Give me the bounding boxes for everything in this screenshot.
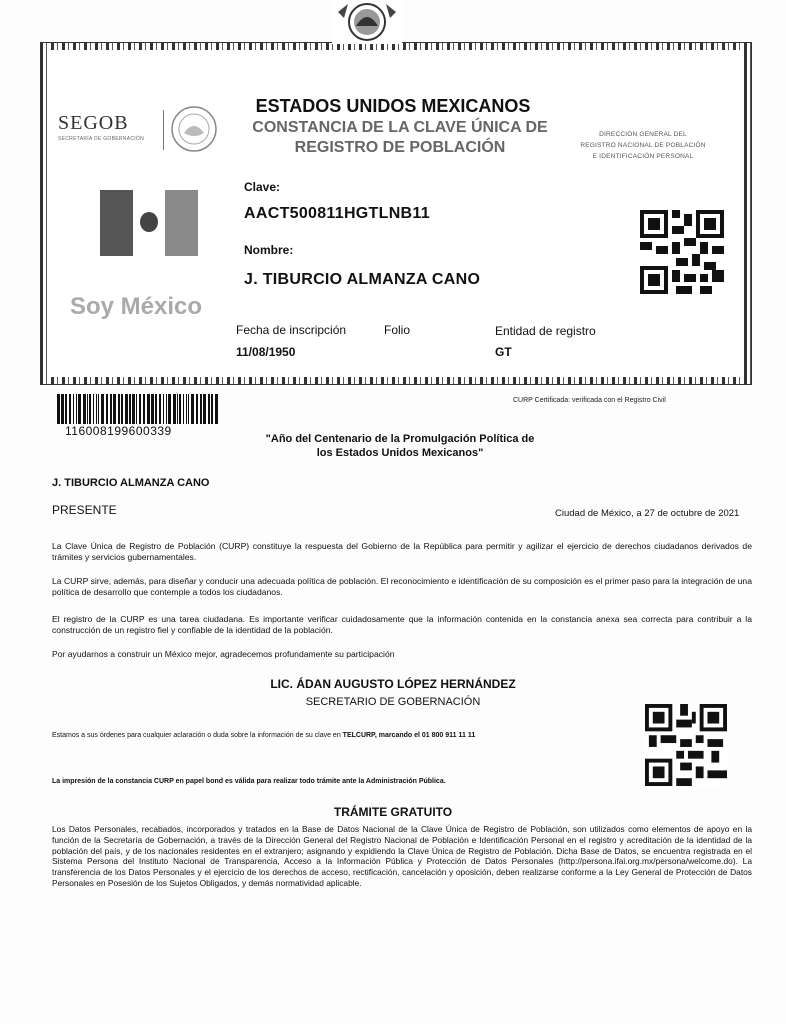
motto-line1: "Año del Centenario de la Promulgación Política de (265, 433, 535, 445)
signer-name: LIC. ÁDAN AUGUSTO LÓPEZ HERNÁNDEZ (270, 677, 516, 691)
soy-mexico-brand: Soy México (70, 293, 203, 320)
validity-note: La impresión de la constancia CURP en papel bond es válida para realizar todo trámite ante la Administración Pública. (52, 778, 446, 785)
document-title-line2: REGISTRO DE POBLACIÓN (294, 139, 506, 156)
clave-label: Clave: (244, 180, 281, 194)
agency-line3: E IDENTIFICACIÓN PERSONAL (592, 153, 694, 160)
document-title (190, 118, 610, 158)
privacy-notice: Los Datos Personales, recabados, incorporados y tratados en la Base de Datos Nacional de la Clave Única de Registro de Población, son utilizados como elementos de apoyo en la función de la Secretaría de Gobernación, a través de la Dirección General del Registro Nacional de Población e Identificación Personal en el registro y acreditación de la identidad de la población del país, y de los nacionales residentes en el extranjero; asignando y expidiendo la Clave Única de Registro de Población. Dicha Base de Datos, se encuentra registrada en el Sistema Persona del Instituto Nacional de Transparencia, Acceso a la Información Pública y Protección de Datos Personales (http://persona.ifai.org.mx/persona/welcome.do). La transferencia de los Datos Personales y el ejercicio de los derechos de acceso, rectificación, cancelación y oposición, deben realizarse conforme a la Ley General de Protección de Datos Personales en Posesión de los Sujetos Obligados, y demás normatividad aplicable. (52, 824, 752, 888)
place-date: Ciudad de México, a 27 de octubre de 2021 (555, 508, 740, 519)
nombre-value: J. TIBURCIO ALMANZA CANO (244, 271, 481, 288)
paragraph-4: Por ayudarnos a construir un México mejor, agradecemos profundamente su participación (52, 649, 395, 659)
signer-title: SECRETARIO DE GOBERNACIÓN (305, 696, 481, 708)
mexican-flag-icon (100, 190, 198, 256)
segob-subtext: SECRETARÍA DE GOBERNACIÓN (58, 136, 145, 142)
agency-line1: DIRECCIÓN GENERAL DEL (599, 131, 687, 138)
entidad-label: Entidad de registro (495, 324, 596, 338)
qr-code-icon (640, 210, 724, 294)
entidad-value: GT (495, 345, 512, 359)
curp-value: AACT500811HGTLNB11 (244, 205, 430, 222)
barcode-icon (57, 394, 221, 424)
folio-label: Folio (384, 323, 411, 337)
paragraph-1: La Clave Única de Registro de Población (CURP) constituye la respuesta del Gobierno de la República para permitir y agilizar el ejercicio de derechos ciudadanos derivados de trámites y servicios gubernamentales. (52, 541, 752, 562)
telcurp-phone: TELCURP, marcando el 01 800 911 11 11 (342, 732, 476, 739)
recipient-name: J. TIBURCIO ALMANZA CANO (52, 477, 210, 489)
year-motto (240, 432, 560, 460)
issuing-agency (568, 129, 718, 162)
national-emblem-icon (332, 0, 402, 44)
fecha-value: 11/08/1950 (236, 345, 296, 359)
agency-line2: REGISTRO NACIONAL DE POBLACIÓN (580, 142, 706, 149)
document-title-line1: CONSTANCIA DE LA CLAVE ÚNICA DE (252, 119, 548, 136)
certification-note: CURP Certificada: verificada con el Registro Civil (513, 397, 666, 404)
paragraph-3: El registro de la CURP es una tarea ciudadana. Es importante verificar cuidadosamente que la información contenida en la constancia anexa sea correcta para contribuir a la construcción de un registro fiel y confiable de la identidad de la población. (52, 614, 752, 635)
paragraph-2: La CURP sirve, además, para diseñar y conducir una adecuada política de población. El reconocimiento e identificación de su composición es el primer paso para la integración de una política de desarrollo que contemple a todos los ciudadanos. (52, 576, 752, 597)
presente-label: PRESENTE (52, 503, 117, 517)
country-title: ESTADOS UNIDOS MEXICANOS (255, 96, 531, 116)
nombre-label: Nombre: (244, 243, 294, 257)
fecha-label: Fecha de inscripción (236, 323, 347, 337)
qr-code-icon (645, 704, 727, 786)
contact-line (52, 732, 622, 739)
contact-text: Estamos a sus órdenes para cualquier aclaración o duda sobre la información de su clave en (52, 732, 343, 739)
motto-line2: los Estados Unidos Mexicanos" (316, 447, 484, 459)
tramite-gratuito-heading: TRÁMITE GRATUITO (333, 805, 453, 819)
segob-text: SEGOB (58, 112, 129, 134)
barcode-number: 116008199600339 (65, 424, 172, 438)
